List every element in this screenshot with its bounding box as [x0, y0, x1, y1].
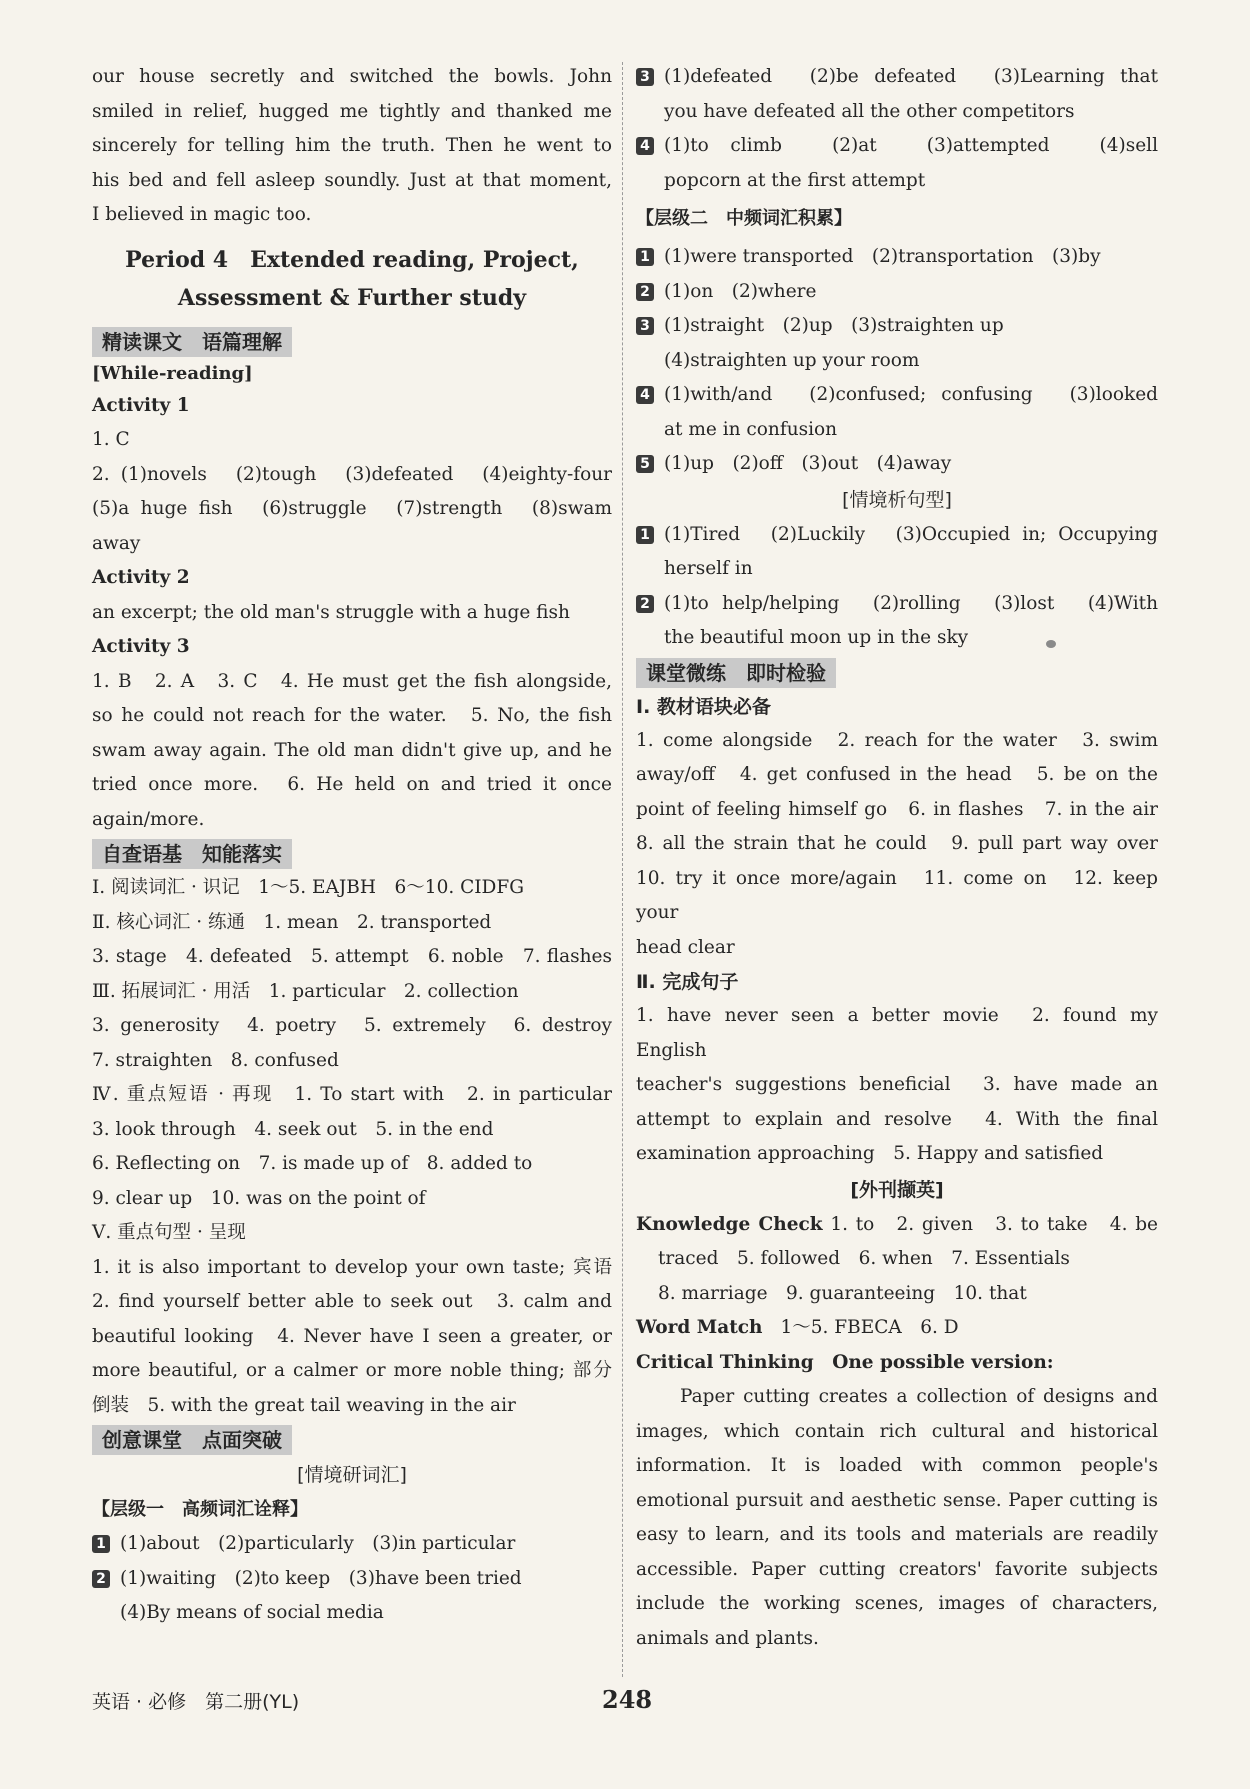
story-line: sincerely for telling him the truth. Then he went to	[92, 135, 612, 156]
knowledge-check-line	[636, 1208, 1158, 1243]
vocab-line: Ⅱ. 核心词汇 · 练通 1. mean 2. transported	[92, 911, 492, 933]
vocab-line: 3. generosity 4. poetry 5. extremely 6. destroy	[92, 1015, 612, 1036]
level-2-item-text: (1)straight (2)up (3)straighten up	[664, 315, 1004, 336]
knowledge-check-line: 8. marriage 9. guaranteeing 10. that	[658, 1282, 1027, 1304]
number-badge: 5	[636, 455, 654, 473]
story-line: smiled in relief, hugged me tightly and thanked me	[92, 100, 612, 122]
level-2-item-text: (1)were transported (2)transportation (3)by	[664, 246, 1101, 267]
level-1-heading: 【层级一 高频词汇诠释】	[92, 1499, 308, 1520]
story-line: our house secretly and switched the bowls. John	[92, 66, 612, 87]
part-1-line: 8. all the strain that he could 9. pull part way over	[636, 833, 1158, 854]
activity-3-answer: again/more.	[92, 808, 205, 830]
while-reading-heading: [While-reading]	[92, 362, 253, 384]
part-1-line: 10. try it once more/again 11. come on 12. keep your	[636, 867, 1158, 923]
level-1-item-text: (1)defeated (2)be defeated (3)Learning that	[664, 66, 1158, 87]
critical-thinking-line: images, which contain rich cultural and historical	[636, 1420, 1158, 1442]
part-1-line: point of feeling himself go 6. in flashes 7. in the air	[636, 798, 1158, 820]
critical-thinking-paragraph	[636, 1380, 1158, 1656]
level-2-item-text: (1)on (2)where	[664, 280, 817, 302]
activity-1-answer: 2. (1)novels (2)tough (3)defeated (4)eighty-four	[92, 463, 612, 485]
level-1-item-continued: (4)By means of social media	[120, 1602, 384, 1623]
number-badge: 4	[636, 386, 654, 404]
vocab-line: Ⅲ. 拓展词汇 · 用活 1. particular 2. collection	[92, 980, 519, 1002]
word-match-line	[636, 1311, 1158, 1346]
level-2-item-text: (1)up (2)off (3)out (4)away	[664, 453, 952, 474]
level-1-item	[636, 60, 1158, 129]
level-1-item-text: you have defeated all the other competitors	[664, 100, 1075, 122]
right-column	[636, 60, 1158, 1656]
story-paragraph	[92, 60, 612, 233]
level-1-item	[636, 129, 1158, 198]
story-line: his bed and fell asleep soundly. Just at that moment,	[92, 169, 612, 191]
story-line: I believed in magic too.	[92, 204, 312, 225]
activity-2-heading: Activity 2	[92, 567, 190, 588]
sentence-item-text: (1)to help/helping (2)rolling (3)lost (4)With	[664, 592, 1158, 614]
part-2-line: teacher's suggestions beneficial 3. have made an	[636, 1074, 1158, 1095]
part-1-line: 1. come alongside 2. reach for the water 3. swim	[636, 729, 1158, 751]
left-column	[92, 60, 612, 1631]
period-subtitle: Assessment & Further study	[177, 284, 527, 311]
activity-1-answer: (5)a huge fish (6)struggle (7)strength (8)swam	[92, 498, 612, 519]
level-2-item-text: (4)straighten up your room	[664, 349, 920, 371]
part-1-line: away/off 4. get confused in the head 5. be on the	[636, 764, 1158, 785]
sentence-item-text: herself in	[664, 558, 753, 579]
level-2-item	[636, 309, 1158, 378]
vocab-line: Ⅴ. 重点句型 · 呈现	[92, 1222, 246, 1243]
part-2-line: examination approaching 5. Happy and satisfied	[636, 1143, 1104, 1164]
activity-2-answer: an excerpt; the old man's struggle with a huge fish	[92, 601, 570, 623]
activity-1-heading: Activity 1	[92, 394, 190, 416]
vocab-line: 7. straighten 8. confused	[92, 1049, 339, 1071]
section-heading-practice: 课堂微练 即时检验	[636, 658, 836, 688]
page-number: 248	[602, 1685, 653, 1714]
vocab-line: 6. Reflecting on 7. is made up of 8. added to	[92, 1153, 533, 1174]
level-1-item-text: (1)to climb (2)at (3)attempted (4)sell	[664, 135, 1158, 156]
number-badge: 1	[636, 248, 654, 266]
footer-subject: 英语 · 必修 第二册(YL)	[92, 1691, 300, 1713]
level-1-item	[92, 1527, 612, 1562]
number-badge: 1	[636, 526, 654, 544]
section-heading-classroom: 创意课堂 点面突破	[92, 1425, 292, 1455]
critical-thinking-line: easy to learn, and its tools and materials are readily	[636, 1524, 1158, 1545]
knowledge-check-answers: 1. to 2. given 3. to take 4. be	[830, 1213, 1158, 1235]
level-2-heading: 【层级二 中频词汇积累】	[636, 208, 852, 229]
level-1-item-text: popcorn at the first attempt	[664, 169, 926, 191]
sentence-item	[636, 518, 1158, 587]
vocab-line: 3. look through 4. seek out 5. in the end	[92, 1118, 494, 1140]
section-heading-vocab: 自查语基 知能落实	[92, 839, 292, 869]
knowledge-check-label: Knowledge Check	[636, 1213, 823, 1235]
number-badge: 3	[636, 317, 654, 335]
critical-thinking-heading: Critical Thinking One possible version:	[636, 1351, 1054, 1373]
activity-3-answer: 1. B 2. A 3. C 4. He must get the fish alongside,	[92, 670, 612, 692]
section-heading-reading: 精读课文 语篇理解	[92, 327, 292, 357]
column-divider	[622, 62, 623, 1677]
level-2-item	[636, 378, 1158, 447]
activity-3-answer: so he could not reach for the water. 5. No, the fish	[92, 705, 612, 726]
critical-thinking-line: information. It is loaded with common people's	[636, 1455, 1158, 1476]
part-1-heading: Ⅰ. 教材语块必备	[636, 695, 771, 718]
sentence-item-text: the beautiful moon up in the sky	[664, 627, 969, 648]
vocab-line: beautiful looking 4. Never have I seen a greater, or	[92, 1325, 612, 1347]
part-2-heading: Ⅱ. 完成句子	[636, 971, 739, 993]
activity-1-answer: away	[92, 532, 141, 554]
critical-thinking-line: emotional pursuit and aesthetic sense. Paper cutting is	[636, 1489, 1158, 1511]
vocab-line: 2. find yourself better able to seek out 3. calm and	[92, 1291, 612, 1312]
number-badge: 2	[92, 1570, 110, 1588]
level-2-item-text: (1)with/and (2)confused; confusing (3)looked	[664, 384, 1158, 405]
number-badge: 1	[92, 1535, 110, 1553]
sentence-item-text: (1)Tired (2)Luckily (3)Occupied in; Occupying	[664, 523, 1158, 545]
level-1-item-text: (1)waiting (2)to keep (3)have been tried	[120, 1567, 522, 1589]
knowledge-check-line: traced 5. followed 6. when 7. Essentials	[658, 1248, 1070, 1269]
page-footer	[92, 1687, 1158, 1717]
part-2-line: attempt to explain and resolve 4. With the final	[636, 1108, 1158, 1130]
critical-thinking-line: Paper cutting creates a collection of designs and	[680, 1386, 1158, 1407]
vocab-line: more beautiful, or a calmer or more noble thing; 部分	[92, 1360, 612, 1381]
number-badge: 3	[636, 68, 654, 86]
part-1-line: head clear	[636, 936, 735, 958]
part-2-line: 1. have never seen a better movie 2. found my English	[636, 1005, 1158, 1061]
vocab-line: Ⅳ. 重点短语 · 再现 1. To start with 2. in particular	[92, 1084, 612, 1105]
number-badge: 2	[636, 283, 654, 301]
level-1-item	[92, 1562, 612, 1597]
word-match-label: Word Match	[636, 1317, 763, 1338]
foreign-press-heading: [外刊撷英]	[850, 1178, 944, 1201]
level-1-item-text: (1)about (2)particularly (3)in particular	[120, 1533, 516, 1554]
context-sentence-heading: [情境析句型]	[842, 488, 952, 511]
level-2-item	[636, 275, 1158, 310]
activity-1-answer: 1. C	[92, 429, 130, 450]
vocab-line: 1. it is also important to develop your own taste; 宾语	[92, 1256, 612, 1278]
context-vocab-heading: [情境研词汇]	[297, 1464, 407, 1486]
level-2-item	[636, 447, 1158, 482]
word-match-answers: 1～5. FBECA 6. D	[780, 1317, 959, 1338]
vocab-line: 9. clear up 10. was on the point of	[92, 1187, 426, 1209]
activity-3-answer: swam away again. The old man didn't give up, and he	[92, 739, 612, 761]
period-title: Period 4 Extended reading, Project,	[125, 246, 579, 273]
activity-3-heading: Activity 3	[92, 636, 190, 657]
vocab-line: Ⅰ. 阅读词汇 · 识记 1～5. EAJBH 6～10. CIDFG	[92, 877, 525, 898]
activity-3-answer: tried once more. 6. He held on and tried it once	[92, 774, 612, 795]
vocab-line: 倒装 5. with the great tail weaving in the air	[92, 1394, 516, 1416]
critical-thinking-line: animals and plants.	[636, 1627, 819, 1649]
sentence-item	[636, 587, 1158, 656]
level-2-item	[636, 240, 1158, 275]
critical-thinking-line: include the working scenes, images of characters,	[636, 1593, 1158, 1614]
number-badge: 4	[636, 137, 654, 155]
number-badge: 2	[636, 595, 654, 613]
vocab-line: 3. stage 4. defeated 5. attempt 6. noble 7. flashes	[92, 946, 612, 967]
critical-thinking-line: accessible. Paper cutting creators' favorite subjects	[636, 1558, 1158, 1580]
level-2-item-text: at me in confusion	[664, 418, 838, 440]
